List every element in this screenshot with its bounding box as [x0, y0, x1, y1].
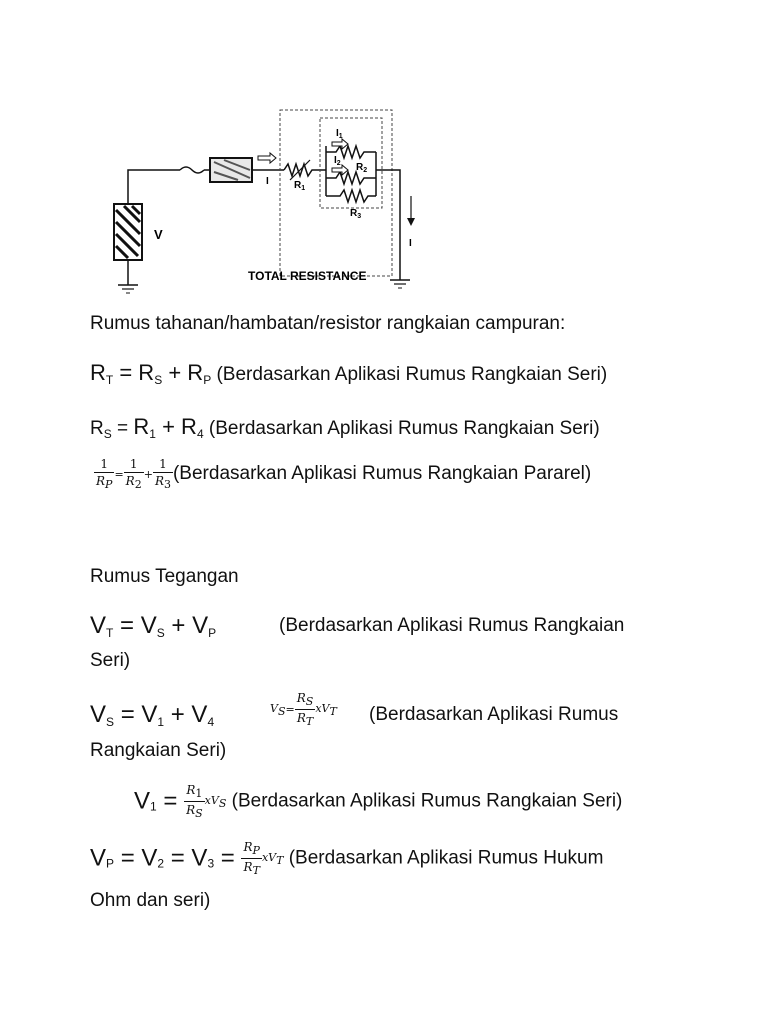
eq-vs: $V_S = V_1 + V_4$ [90, 701, 215, 729]
label-v: V [154, 227, 163, 242]
fraction-1-rp: $\frac{1}{RP}$ [96, 457, 113, 491]
eq-vp-cont: Ohm dan seri) [90, 890, 211, 911]
eq-rt: $R_T = R_S + R_P$ (Berdasarkan Aplikasi Rumus Rangkaian Seri) [90, 360, 608, 387]
label-r2: $R_2$ [356, 162, 368, 174]
label-i-right: I [409, 238, 412, 249]
eq-v1: $V_1$ = $\frac{R1}{RS}$ xVS (Berdasarkan Aplikasi Rumus Rangkaian Seri) [134, 783, 623, 820]
eq-rp: $\frac{1}{RP}$ = $\frac{1}{R2}$ + $\frac{1}{R3}$ (Berdasarkan Aplikasi Rumus Rangkaian Pararel) [96, 457, 592, 491]
voltage-title: Rumus Tegangan [90, 566, 239, 587]
eq-vs-formula: VS= $\frac{RS}{RT}$ xVT [270, 691, 337, 728]
eq-vs-note: (Berdasarkan Aplikasi Rumus [369, 704, 619, 725]
label-r1: $R_1$ [294, 180, 306, 192]
label-i1: $I_1$ [336, 128, 343, 140]
eq-vt-note: (Berdasarkan Aplikasi Rumus Rangkaian [279, 615, 625, 636]
resist-title: Rumus tahanan/hambatan/resistor rangkaian campuran: [90, 313, 566, 334]
label-i2: $I_2$ [334, 155, 341, 167]
eq-rs: $R_S = R_1 + R_4$ (Berdasarkan Aplikasi Rumus Rangkaian Seri) [90, 414, 600, 441]
eq-vp: $V_P = V_2 = V_3$ = $\frac{RP}{RT}$ xVT (Berdasarkan Aplikasi Rumus Hukum [90, 840, 604, 877]
eq-vt-cont: Seri) [90, 650, 131, 671]
eq-vt: $V_T = V_S + V_P$ [90, 612, 217, 640]
fraction-1-r2: $\frac{1}{R2}$ [125, 457, 142, 491]
fraction-1-r3: $\frac{1}{R3}$ [154, 457, 171, 491]
label-i: I [266, 176, 269, 187]
diagram-caption: TOTAL RESISTANCE [248, 269, 367, 283]
eq-vs-cont: Rangkaian Seri) [90, 740, 227, 761]
circuit-diagram [100, 100, 420, 295]
label-r3: $R_3$ [350, 208, 362, 220]
